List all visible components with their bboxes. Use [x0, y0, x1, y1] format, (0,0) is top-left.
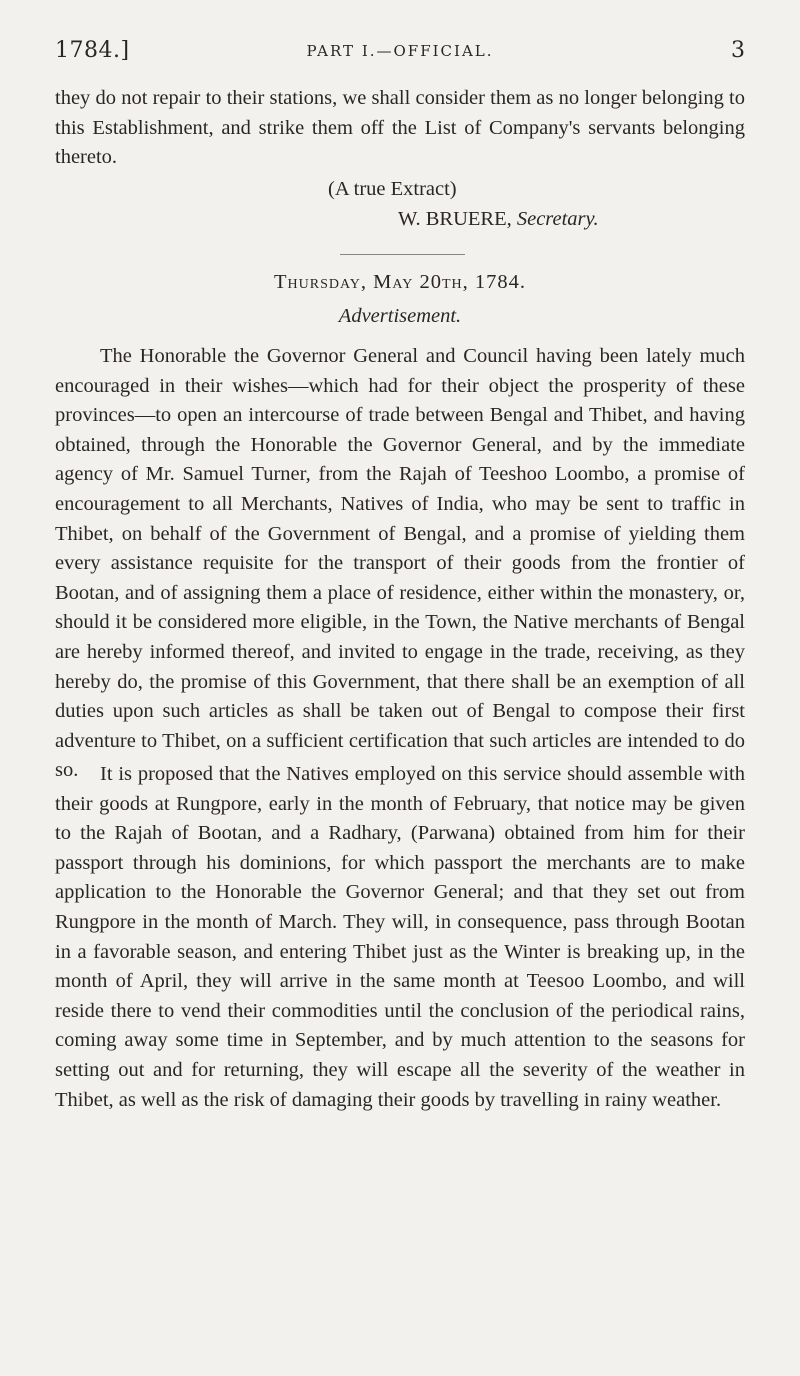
year-marker: 1784.] — [55, 38, 130, 63]
paragraph-continued: they do not repair to their stations, we shall consider them as no longer belonging to this Establishment, and strike them off the List of Company's servants belonging thereto. — [55, 87, 745, 169]
page-number: 3 — [731, 38, 745, 63]
running-head — [55, 38, 745, 68]
attestation-block — [55, 174, 745, 234]
signatory-name: W. BRUERE, — [398, 208, 512, 230]
dateline: Thursday, May 20th, 1784. — [274, 271, 526, 293]
part-title: PART I.—OFFICIAL. — [306, 42, 494, 60]
advertisement-paragraph-1: The Honorable the Governor General and Council having been lately much encouraged in their wishes—which had for their object the prosperity of these provinces—to open an intercourse of trade between Bengal and Thibet, and having obtained, through the Honorable the Governor General, and by the immediate agency of Mr. Samuel Turner, from the Rajah of Teeshoo Loombo, a promise of encouragement to all Merchants, Natives of India, who may be sent to traffic in Thibet, on behalf of the Government of Bengal, and a promise of yielding them every assistance requisite for the transport of their goods from the frontier of Bootan, and of assigning them a place of residence, either within the monastery, or, should it be considered more eligible, in the Town, the Native merchants of Bengal are hereby informed thereof, and invited to engage in the trade, receiving, as they hereby do, the promise of this Government, that there shall be an exemption of all duties upon such articles as shall be taken out of Bengal to compose their first adventure to Thibet, on a sufficient certification that such articles are intended to do so. — [55, 345, 745, 782]
section-divider — [340, 254, 465, 255]
signatory-title: Secretary. — [516, 208, 599, 230]
section-heading: Advertisement. — [338, 305, 462, 327]
signature-line — [55, 204, 745, 234]
advertisement-paragraph-2: It is proposed that the Natives employed on this service should assemble with their goods at Rungpore, early in the month of February, that notice may be given to the Rajah of Bootan, and a Radhary, (Parwana) obtained from him for their passport through his dominions, for which passport the merchants are to make application to the Honorable the Governor General; and that they set out from Rungpore in the month of March. They will, in consequence, pass through Bootan in a favorable season, and entering Thibet just as the Winter is breaking up, in the month of April, they will arrive in the same month at Teesoo Loombo, and will reside there to vend their commodities until the conclusion of the periodical rains, coming away some time in September, and by much attention to the seasons for setting out and for returning, they will escape all the severity of the weather in Thibet, as well as the risk of damaging their goods by travelling in rainy weather. — [55, 763, 745, 1111]
true-extract-note: (A true Extract) — [328, 178, 457, 200]
